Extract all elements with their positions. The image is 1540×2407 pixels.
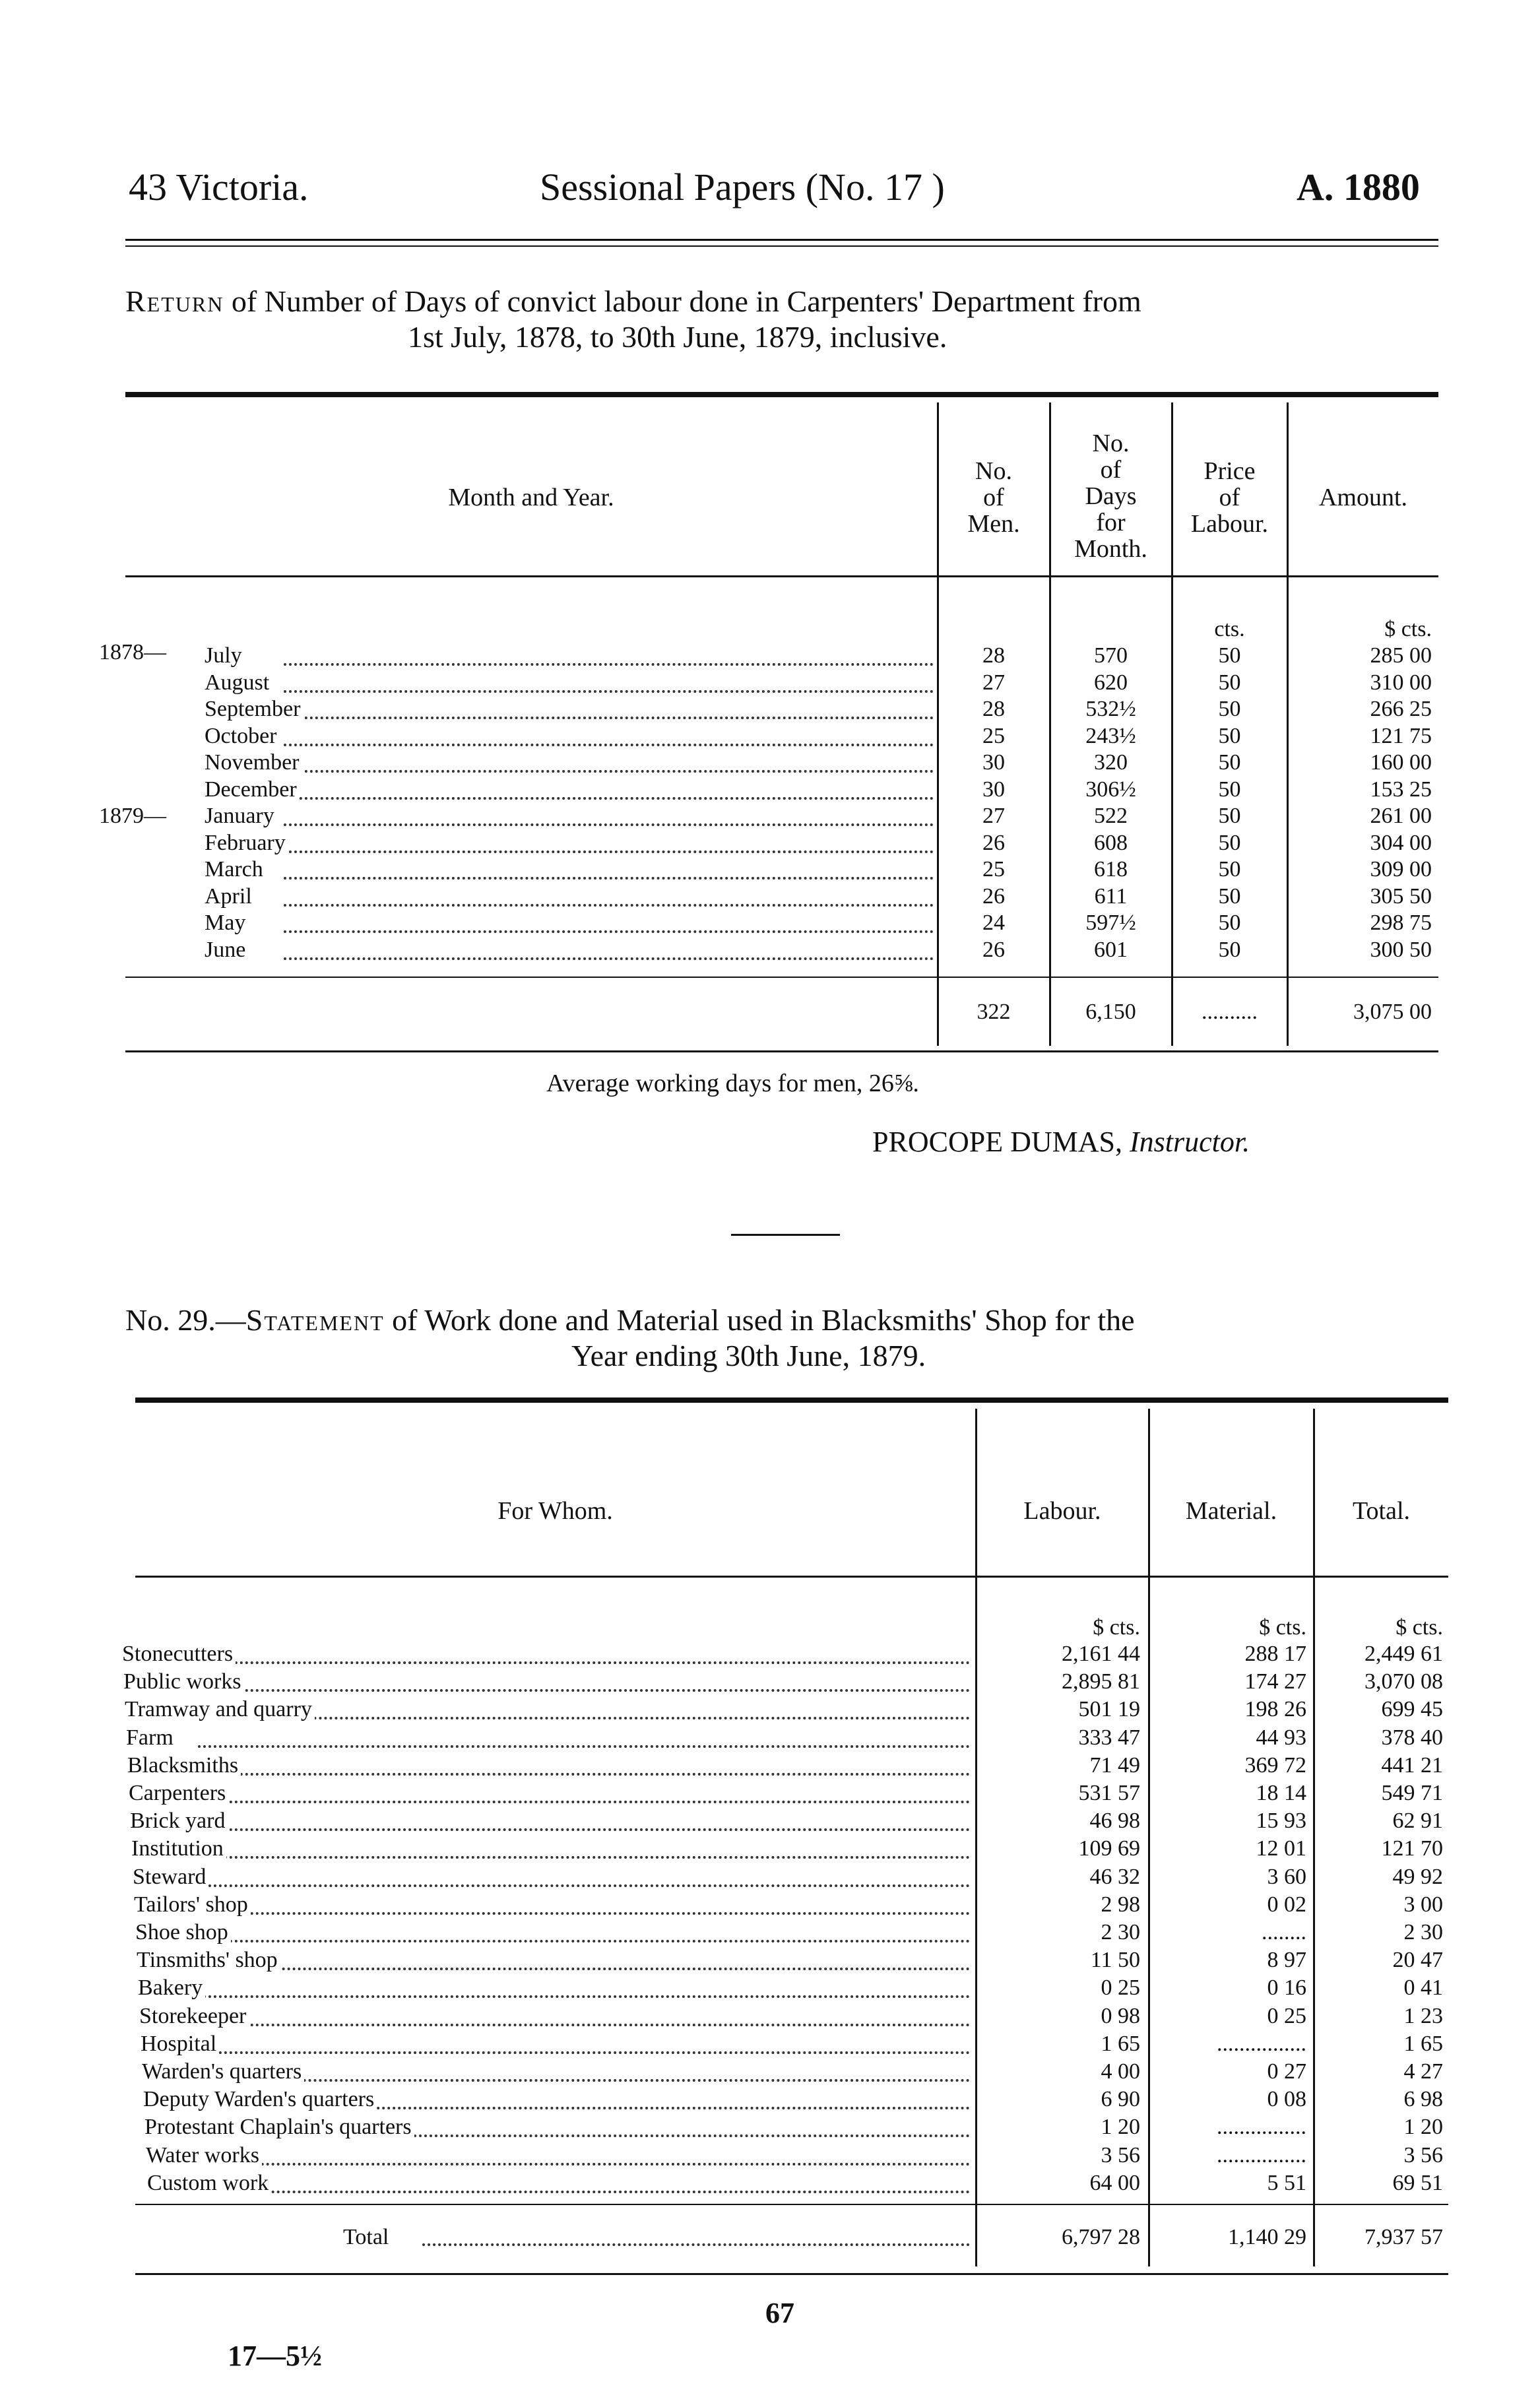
table1-row-month: May	[205, 911, 934, 936]
table2-header-whom: For Whom.	[497, 1497, 613, 1525]
table2-cell-total: 2,449 61	[1364, 1642, 1443, 1666]
table1-cell-men: 26	[982, 831, 1005, 855]
table2-cell-labour: 2,161 44	[1062, 1642, 1140, 1666]
table2-row-whom: Shoe shop	[135, 1920, 795, 1945]
table1-cell-days: 522	[1094, 804, 1128, 828]
table1-cell-price: 50	[1218, 724, 1241, 748]
table2-cell-total: 3,070 08	[1364, 1669, 1443, 1694]
table1-cell-amount: 261 00	[1370, 804, 1432, 828]
table1-row-month: February	[205, 831, 934, 856]
table2-row-whom: Stonecutters	[122, 1642, 782, 1667]
table2-cell-labour: 64 00	[1089, 2171, 1140, 2195]
header-rule-top	[125, 239, 1438, 241]
table2-total-labour: 6,797 28	[1062, 2225, 1140, 2249]
table2-cell-total: 441 21	[1381, 1753, 1443, 1778]
table2-total-leader	[422, 2243, 970, 2246]
table1-row-month: April	[205, 884, 934, 909]
table2-total-material: 1,140 29	[1228, 2225, 1306, 2249]
table2-top-rule	[135, 1397, 1448, 1403]
table1-row-month: November	[205, 750, 934, 775]
table1-cell-men: 25	[982, 857, 1005, 882]
table1-cell-price: 50	[1218, 911, 1241, 935]
table2-cell-total: 62 91	[1392, 1809, 1443, 1833]
table1-cell-days: 532½	[1085, 697, 1136, 721]
table2-row-whom: Storekeeper	[139, 2004, 799, 2029]
table1-cell-men: 30	[982, 777, 1005, 802]
table1-year-1878: 1878—	[99, 640, 166, 664]
table2-cell-material: 198 26	[1244, 1697, 1306, 1721]
table1-title	[125, 284, 1438, 319]
table1-cell-price: 50	[1218, 777, 1241, 802]
table1-cell-amount: 285 00	[1370, 643, 1432, 668]
table2-row-whom: Bakery	[138, 1975, 798, 2001]
table2-cell-material: 0 08	[1267, 2087, 1306, 2111]
table1-cell-men: 24	[982, 911, 1005, 935]
table1-cell-men: 27	[982, 804, 1005, 828]
table1-unit-amount: $ cts.	[1384, 617, 1432, 641]
table1-rows-rule	[125, 977, 1438, 978]
table1-cell-men: 30	[982, 750, 1005, 775]
table2-cell-labour: 333 47	[1078, 1725, 1140, 1750]
table1-cell-price: 50	[1218, 804, 1241, 828]
table2-row-whom: Blacksmiths	[127, 1753, 787, 1778]
table1-cell-men: 28	[982, 697, 1005, 721]
table1-row-month: September	[205, 697, 934, 722]
table2-header-rule	[135, 1576, 1448, 1578]
table1-cell-price: 50	[1218, 857, 1241, 882]
header-right: A. 1880	[1297, 166, 1420, 209]
table1-title-line1: of Number of Days of convict labour done in Carpenters' Department from	[231, 284, 1141, 318]
table2-cell-labour: 531 57	[1078, 1781, 1140, 1805]
table2-row-whom: Public works	[123, 1669, 783, 1694]
table2-cell-total: 6 98	[1403, 2087, 1443, 2111]
table2-row-whom: Hospital	[141, 2032, 800, 2057]
table2-row-whom: Farm	[126, 1725, 786, 1750]
table1-cell-amount: 304 00	[1370, 831, 1432, 855]
table2-cell-total: 1 65	[1403, 2032, 1443, 2056]
table2-cell-labour: 501 19	[1078, 1697, 1140, 1721]
table1-cell-days: 611	[1094, 884, 1128, 909]
table2-cell-material: 0 27	[1267, 2059, 1306, 2084]
table1-cell-men: 26	[982, 884, 1005, 909]
table2-total-total: 7,937 57	[1364, 2225, 1443, 2249]
table1-year-1879: 1879—	[99, 804, 166, 828]
table2-cell-material: 5 51	[1267, 2171, 1306, 2195]
table2-header-labour: Labour.	[1023, 1497, 1101, 1525]
table2-cell-material: 369 72	[1244, 1753, 1306, 1778]
table2-cell-total: 1 23	[1403, 2004, 1443, 2028]
table2-bottom-rule	[135, 2273, 1448, 2275]
table2-row-whom: Carpenters	[129, 1781, 788, 1806]
table1-cell-price: 50	[1218, 643, 1241, 668]
table2-cell-total: 20 47	[1392, 1948, 1443, 1972]
table1-cell-amount: 153 25	[1370, 777, 1432, 802]
table1-cell-amount: 310 00	[1370, 670, 1432, 695]
table2-cell-labour: 1 20	[1101, 2115, 1140, 2139]
table1-row-month: August	[205, 670, 934, 695]
table1-header-month: Month and Year.	[448, 484, 614, 511]
table1-cell-price: 50	[1218, 670, 1241, 695]
table2-cell-total: 121 70	[1381, 1836, 1443, 1861]
table2-cell-labour: 109 69	[1078, 1836, 1140, 1861]
table1-top-rule	[125, 392, 1438, 397]
table2-cell-material: ................	[1217, 2115, 1306, 2139]
table1-row-month: October	[205, 724, 934, 749]
table1-cell-price: 50	[1218, 697, 1241, 721]
table1-total-price: ..........	[1202, 1000, 1258, 1024]
table2-cell-material: 12 01	[1256, 1836, 1306, 1861]
table1-unit-price: cts.	[1214, 617, 1245, 641]
table2-row-whom: Deputy Warden's quarters	[143, 2087, 803, 2112]
table1-signature	[872, 1125, 1250, 1159]
table2-cell-material: ........	[1262, 1920, 1306, 1944]
table2-cell-total: 2 30	[1403, 1920, 1443, 1944]
table2-cell-labour: 4 00	[1101, 2059, 1140, 2084]
table2-row-whom: Steward	[133, 1865, 792, 1890]
table2-row-whom: Water works	[146, 2143, 806, 2168]
table2-cell-labour: 46 98	[1089, 1809, 1140, 1833]
table1-total-men: 322	[977, 1000, 1011, 1024]
table2-cell-labour: 3 56	[1101, 2143, 1140, 2167]
table2-unit-total: $ cts.	[1396, 1615, 1443, 1640]
table1-title-caps: Return	[125, 284, 224, 318]
table2-header-total: Total.	[1352, 1497, 1411, 1525]
table2-cell-total: 0 41	[1403, 1975, 1443, 2000]
signature-title: Instructor.	[1129, 1126, 1250, 1158]
table2-cell-material: 288 17	[1244, 1642, 1306, 1666]
table1-cell-amount: 266 25	[1370, 697, 1432, 721]
table2-row-whom: Tramway and quarry	[125, 1697, 785, 1722]
table2-cell-total: 3 56	[1403, 2143, 1443, 2167]
table2-cell-material: ................	[1217, 2032, 1306, 2056]
signature-name: PROCOPE DUMAS,	[872, 1126, 1122, 1158]
table1-header-rule	[125, 575, 1438, 577]
table2-cell-labour: 2 98	[1101, 1892, 1140, 1917]
table1-bottom-rule	[125, 1050, 1438, 1052]
header-left: 43 Victoria.	[129, 166, 309, 209]
table2-row-whom: Protestant Chaplain's quarters	[144, 2115, 804, 2140]
table2-cell-material: 174 27	[1244, 1669, 1306, 1694]
table1-cell-men: 26	[982, 938, 1005, 962]
table2-row-whom: Brick yard	[130, 1809, 790, 1834]
table1-total-amount: 3,075 00	[1353, 1000, 1432, 1024]
table2-row-whom: Institution	[131, 1836, 791, 1861]
table2-cell-material: 18 14	[1256, 1781, 1306, 1805]
table2-cell-labour: 6 90	[1101, 2087, 1140, 2111]
table2-unit-labour: $ cts.	[1093, 1615, 1140, 1640]
table1-cell-days: 597½	[1085, 911, 1136, 935]
table1-cell-amount: 121 75	[1370, 724, 1432, 748]
table2-cell-material: 15 93	[1256, 1809, 1306, 1833]
table2-cell-labour: 0 98	[1101, 2004, 1140, 2028]
table2-cell-total: 4 27	[1403, 2059, 1443, 2084]
table1-cell-amount: 305 50	[1370, 884, 1432, 909]
table2-row-whom: Tinsmiths' shop	[137, 1948, 796, 1973]
table1-row-month: June	[205, 938, 934, 963]
table2-title-line2: Year ending 30th June, 1879.	[571, 1339, 926, 1372]
table1-cell-days: 243½	[1085, 724, 1136, 748]
header-rule-bottom	[125, 245, 1438, 247]
table1-cell-days: 608	[1094, 831, 1128, 855]
table2-unit-material: $ cts.	[1259, 1615, 1306, 1640]
table1-header-price: Price of Labour.	[1190, 457, 1269, 538]
table2-cell-labour: 11 50	[1090, 1948, 1140, 1972]
table2-cell-labour: 2,895 81	[1062, 1669, 1140, 1694]
page-number: 67	[765, 2297, 794, 2329]
table2-cell-total: 549 71	[1381, 1781, 1443, 1805]
table2-cell-material: 0 25	[1267, 2004, 1306, 2028]
section-divider	[731, 1234, 840, 1236]
table1-cell-amount: 309 00	[1370, 857, 1432, 882]
table2-cell-labour: 2 30	[1101, 1920, 1140, 1944]
table1-cell-men: 25	[982, 724, 1005, 748]
table1-header-days: No. of Days for Month.	[1074, 430, 1147, 563]
table1-row-month: December	[205, 777, 934, 802]
table2-cell-labour: 1 65	[1101, 2032, 1140, 2056]
table1-header-amount: Amount.	[1318, 484, 1408, 511]
table1-cell-men: 27	[982, 670, 1005, 695]
table1-cell-price: 50	[1218, 938, 1241, 962]
table2-cell-total: 49 92	[1392, 1865, 1443, 1889]
table2-cell-material: 44 93	[1256, 1725, 1306, 1750]
table1-cell-days: 570	[1094, 643, 1128, 668]
table2-row-whom: Custom work	[147, 2171, 807, 2196]
table1-cell-days: 620	[1094, 670, 1128, 695]
table2-cell-total: 69 51	[1392, 2171, 1443, 2195]
table2-cell-total: 3 00	[1403, 1892, 1443, 1917]
table2-title-caps: Statement	[245, 1303, 385, 1337]
table1-cell-days: 601	[1094, 938, 1128, 962]
table2-title-no: No. 29.—	[125, 1303, 246, 1337]
table1-total-days: 6,150	[1085, 1000, 1136, 1024]
table1-cell-men: 28	[982, 643, 1005, 668]
table1-row-month: March	[205, 857, 934, 882]
table2-cell-labour: 46 32	[1089, 1865, 1140, 1889]
table2-cell-material: 3 60	[1267, 1865, 1306, 1889]
header-center: Sessional Papers (No. 17 )	[540, 166, 945, 209]
table2-row-whom: Tailors' shop	[134, 1892, 794, 1917]
table1-header-men: No. of Men.	[967, 457, 1020, 538]
table2-title-line1: of Work done and Material used in Blacksmiths' Shop for the	[392, 1303, 1135, 1337]
table1-cell-price: 50	[1218, 831, 1241, 855]
table1-row-month: January	[205, 804, 934, 829]
table1-cell-days: 618	[1094, 857, 1128, 882]
table2-cell-total: 378 40	[1381, 1725, 1443, 1750]
table1-cell-amount: 298 75	[1370, 911, 1432, 935]
table2-cell-material: 0 02	[1267, 1892, 1306, 1917]
table1-cell-price: 50	[1218, 884, 1241, 909]
table1-title-line2: 1st July, 1878, to 30th June, 1879, inclusive.	[408, 320, 947, 354]
table2-rows-rule	[135, 2204, 1448, 2205]
table1-cell-amount: 300 50	[1370, 938, 1432, 962]
table2-total-label: Total	[343, 2225, 973, 2250]
table1-row-month: July	[205, 643, 934, 668]
table2-cell-material: ................	[1217, 2143, 1306, 2167]
table2-title	[125, 1302, 1445, 1338]
table2-cell-labour: 0 25	[1101, 1975, 1140, 2000]
table1-cell-amount: 160 00	[1370, 750, 1432, 775]
table2-cell-material: 8 97	[1267, 1948, 1306, 1972]
table1-cell-days: 320	[1094, 750, 1128, 775]
table1-note: Average working days for men, 26⅝.	[546, 1070, 919, 1097]
table1-cell-days: 306½	[1085, 777, 1136, 802]
table2-cell-total: 699 45	[1381, 1697, 1443, 1721]
table2-row-whom: Warden's quarters	[142, 2059, 802, 2084]
table2-header-material: Material.	[1185, 1497, 1277, 1525]
signature-mark: 17—5½	[228, 2340, 322, 2372]
table2-cell-labour: 71 49	[1089, 1753, 1140, 1778]
table1-cell-price: 50	[1218, 750, 1241, 775]
table2-cell-material: 0 16	[1267, 1975, 1306, 2000]
table2-cell-total: 1 20	[1403, 2115, 1443, 2139]
